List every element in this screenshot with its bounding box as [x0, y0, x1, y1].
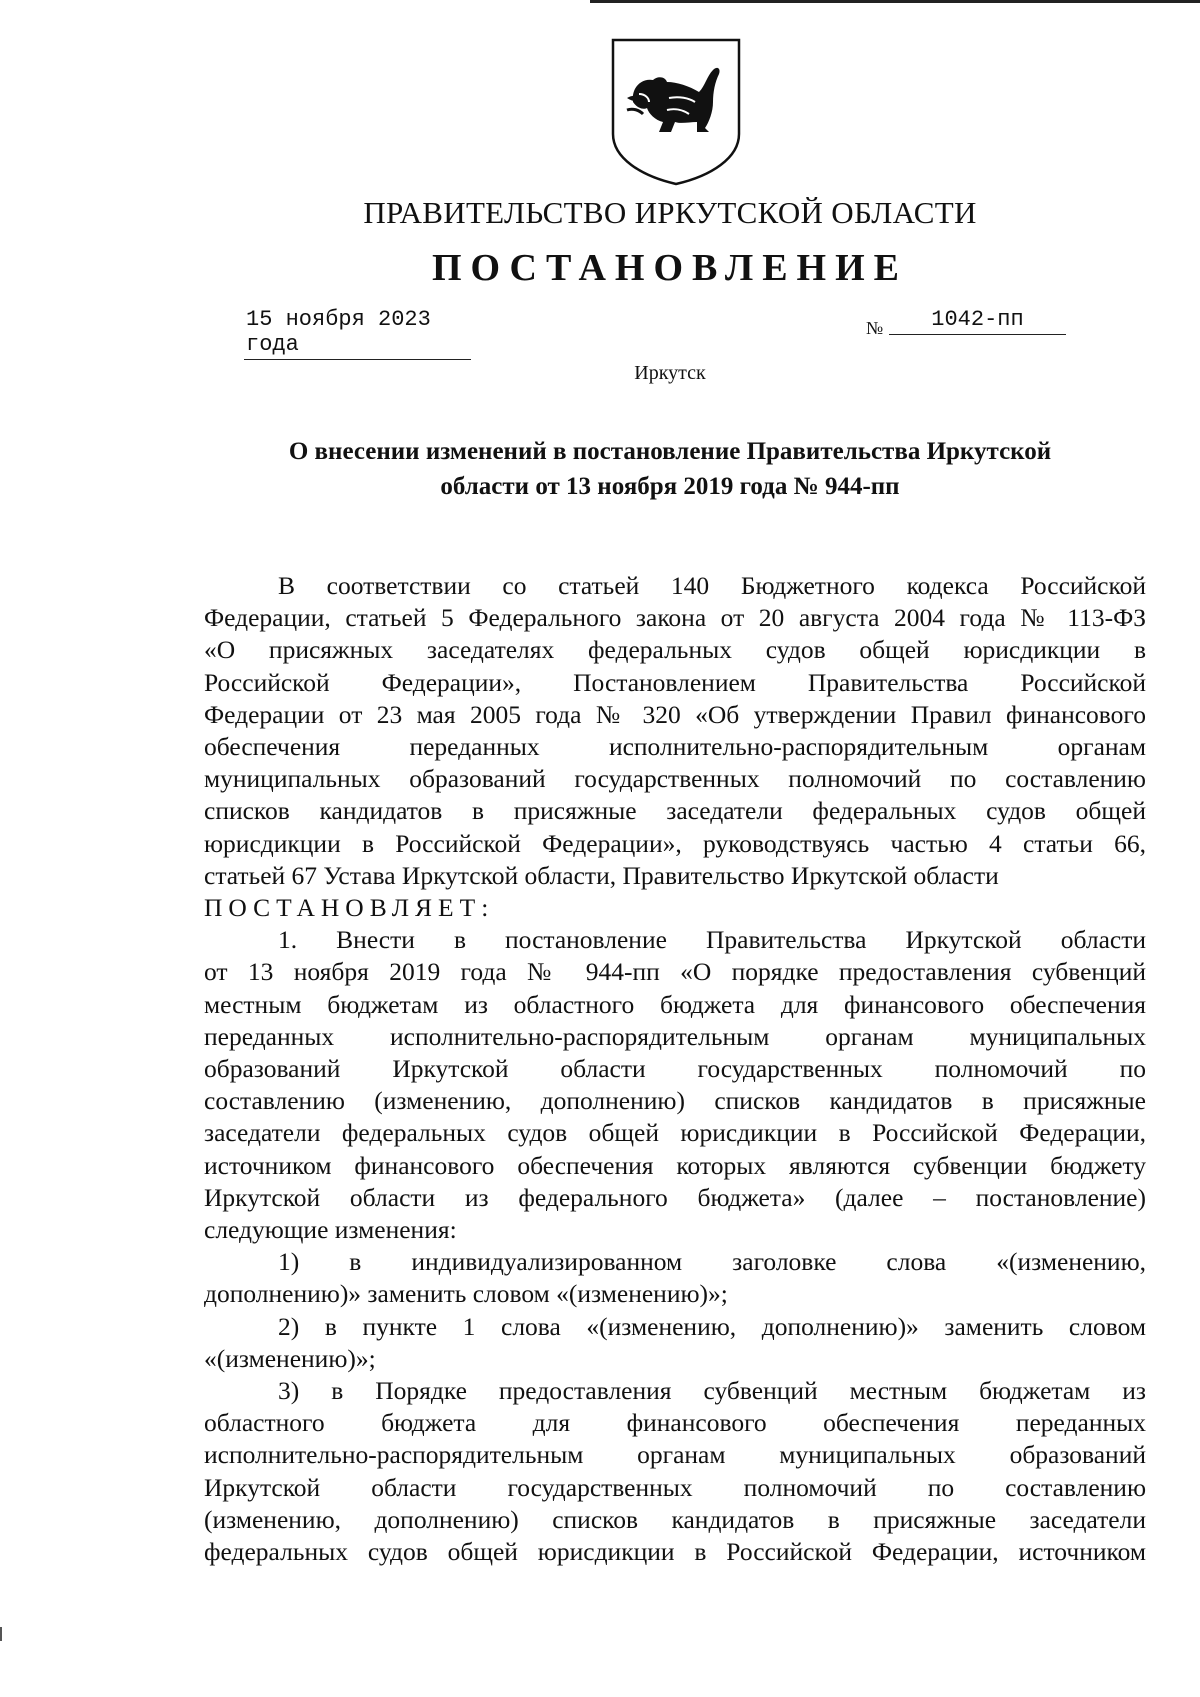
- body-line: статьей 67 Устава Иркутской области, Правительство Иркутской области: [204, 860, 999, 890]
- body-line: образований Иркутской области государственных полномочий по: [204, 1054, 1146, 1084]
- document-number: 1042-пп: [889, 307, 1066, 335]
- body-line: 1. Внести в постановление Правительства Иркутской области: [278, 925, 1146, 955]
- body-line: муниципальных образований государственных полномочий по составлению: [204, 764, 1146, 794]
- resolves-word: ПОСТАНОВЛЯЕТ:: [204, 893, 495, 923]
- body-line: «О присяжных заседателях федеральных судов общей юрисдикции в: [204, 635, 1146, 665]
- body-line: обеспечения переданных исполнительно-распорядительным органам: [204, 732, 1146, 762]
- body-line: 2) в пункте 1 слова «(изменению, дополнению)» заменить словом: [278, 1311, 1146, 1341]
- body-line: составлению (изменению, дополнению) списков кандидатов в присяжные: [204, 1086, 1146, 1116]
- body-line: областного бюджета для финансового обеспечения переданных: [204, 1408, 1146, 1438]
- irkutsk-coat-of-arms-icon: [609, 36, 743, 186]
- top-rule: [590, 0, 1200, 3]
- document-type: ПОСТАНОВЛЕНИЕ: [431, 247, 909, 289]
- body-line: следующие изменения:: [204, 1215, 457, 1245]
- body-line: В соответствии со статьей 140 Бюджетного кодекса Российской: [278, 571, 1146, 600]
- body-line: 1) в индивидуализированном заголовке слова «(изменению,: [278, 1247, 1146, 1277]
- body-line: списков кандидатов в присяжные заседатели федеральных судов общей: [204, 796, 1146, 826]
- body-line: заседатели федеральных судов общей юрисдикции в Российской Федерации,: [204, 1118, 1146, 1148]
- subject-line: О внесении изменений в постановление Правительства Иркутской: [288, 438, 1052, 465]
- body-line: исполнительно-распорядительным органам муниципальных образований: [204, 1440, 1146, 1470]
- body-line: Иркутской области государственных полномочий по составлению: [204, 1472, 1146, 1502]
- subject-line: области от 13 ноября 2019 года № 944-пп: [440, 473, 900, 500]
- document-subject: [200, 434, 1140, 504]
- scan-margin-mark: [0, 1627, 2, 1641]
- body-line: Федерации от 23 мая 2005 года № 320 «Об утверждении Правил финансового: [204, 699, 1146, 729]
- government-name: ПРАВИТЕЛЬСТВО ИРКУТСКОЙ ОБЛАСТИ: [363, 195, 977, 230]
- body-line: Иркутской области из федерального бюджета» (далее – постановление): [204, 1182, 1146, 1212]
- body-line: (изменению, дополнению) списков кандидатов в присяжные заседатели: [204, 1504, 1146, 1534]
- document-body: [204, 570, 1146, 1568]
- body-line: местным бюджетам из областного бюджета для финансового обеспечения: [204, 989, 1146, 1019]
- document-date: 15 ноября 2023 года: [244, 307, 471, 360]
- body-line: переданных исполнительно-распорядительным органам муниципальных: [204, 1021, 1146, 1051]
- number-label: №: [866, 318, 884, 338]
- body-line: Российской Федерации», Постановлением Правительства Российской: [204, 667, 1146, 697]
- body-line: источником финансового обеспечения которых являются субвенции бюджету: [204, 1150, 1146, 1180]
- body-line: от 13 ноября 2019 года № 944-пп «О порядке предоставления субвенций: [204, 957, 1146, 987]
- body-line: юрисдикции в Российской Федерации», руководствуясь частью 4 статьи 66,: [204, 828, 1146, 858]
- body-line: 3) в Порядке предоставления субвенций местным бюджетам из: [278, 1376, 1146, 1406]
- body-line: Федерации, статьей 5 Федерального закона от 20 августа 2004 года № 113-ФЗ: [204, 603, 1146, 633]
- body-line: федеральных судов общей юрисдикции в Российской Федерации, источником: [204, 1537, 1146, 1567]
- document-city: Иркутск: [634, 362, 706, 384]
- body-line: «(изменению)»;: [204, 1343, 376, 1373]
- body-line: дополнению)» заменить словом «(изменению)»;: [204, 1279, 728, 1309]
